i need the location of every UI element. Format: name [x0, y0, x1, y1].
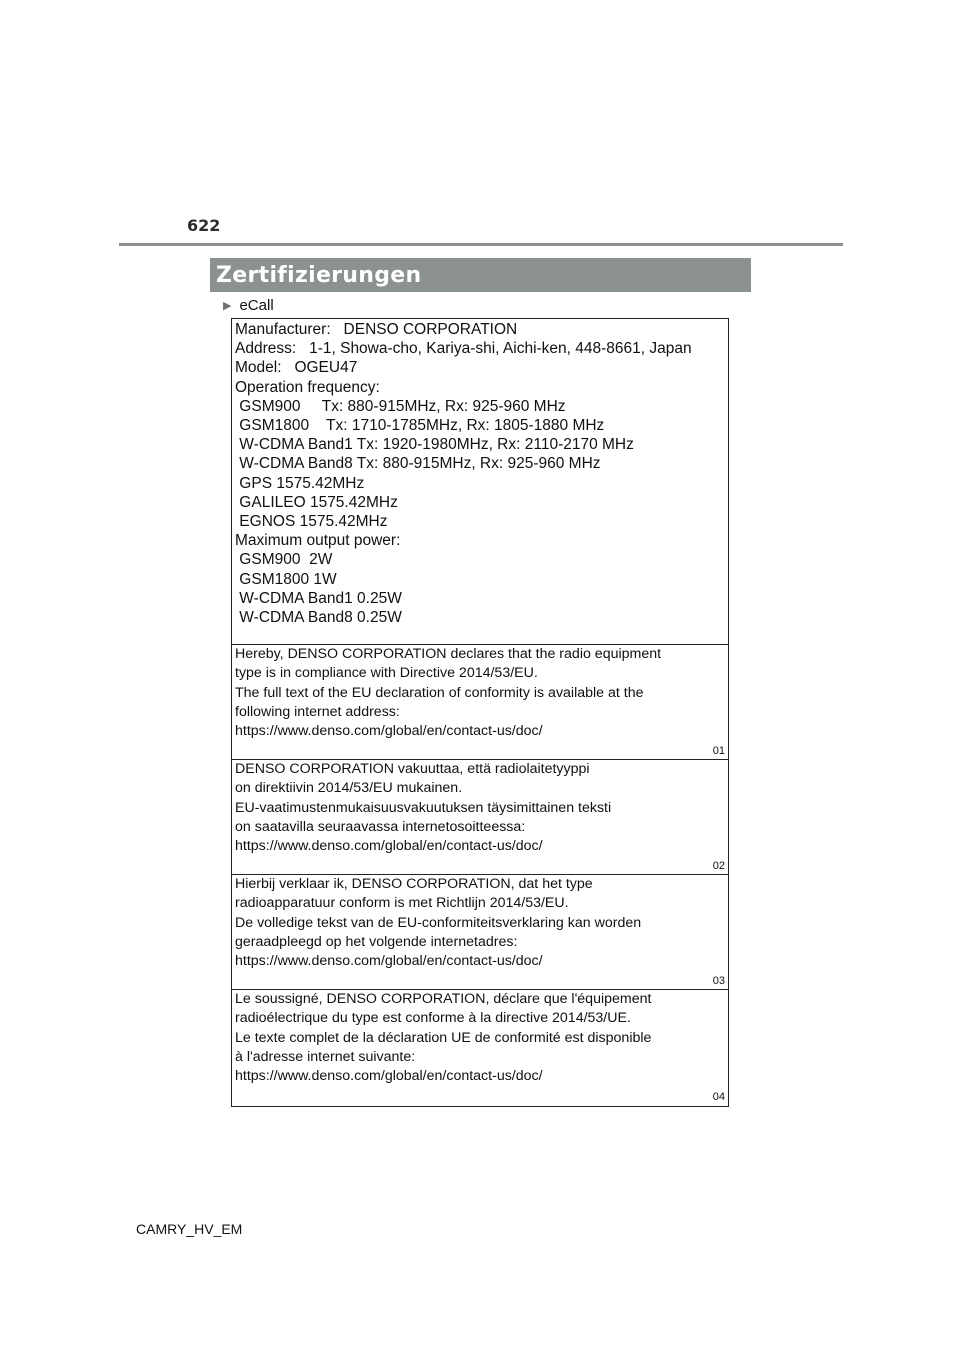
- spec-line: W-CDMA Band1 0.25W: [235, 589, 402, 607]
- declaration-block: [232, 645, 728, 760]
- spec-line: W-CDMA Band8 Tx: 880-915MHz, Rx: 925-960 MHz: [235, 455, 601, 473]
- declaration-line: Hereby, DENSO CORPORATION declares that the radio equipment: [235, 646, 662, 662]
- declaration-line: https://www.denso.com/global/en/contact-us/doc/: [235, 953, 543, 970]
- spec-line: Model: OGEU47: [235, 359, 358, 377]
- declaration-line: https://www.denso.com/global/en/contact-us/doc/: [235, 1068, 543, 1085]
- spec-line: GALILEO 1575.42MHz: [235, 493, 398, 511]
- declaration-code: 04: [712, 1091, 725, 1103]
- spec-line: GSM900 Tx: 880-915MHz, Rx: 925-960 MHz: [235, 397, 566, 415]
- spec-line: GPS 1575.42MHz: [235, 474, 365, 492]
- declaration-code: 03: [712, 975, 725, 987]
- declaration-line: DENSO CORPORATION vakuuttaa, että radiolaitetyyppi: [235, 761, 590, 777]
- declaration-line: geraadpleegd op het volgende internetadres:: [235, 933, 518, 950]
- certification-label: [231, 318, 729, 1107]
- spec-line: GSM1800 Tx: 1710-1785MHz, Rx: 1805-1880 MHz: [235, 417, 605, 434]
- sub-heading-label: eCall: [239, 297, 274, 314]
- declaration-line: radioapparatuur conform is met Richtlijn 2014/53/EU.: [235, 895, 569, 912]
- section-title: Zertifizierungen: [216, 262, 422, 288]
- declaration-block: [232, 875, 728, 990]
- sub-heading: [223, 297, 274, 314]
- spec-line: GSM1800 1W: [235, 570, 337, 588]
- declaration-line: EU-vaatimustenmukaisuusvakuutuksen täysimittainen teksti: [235, 799, 612, 816]
- spec-block: [232, 319, 728, 645]
- header-rule: [119, 243, 843, 246]
- declaration-code: 02: [712, 860, 725, 872]
- spec-line: Address: 1-1, Showa-cho, Kariya-shi, Aichi-ken, 448-8661, Japan: [235, 340, 692, 358]
- declaration-line: https://www.denso.com/global/en/contact-us/doc/: [235, 838, 543, 855]
- declaration-code: 01: [712, 745, 725, 757]
- page-number: 622: [187, 216, 221, 235]
- declaration-line: Le soussigné, DENSO CORPORATION, déclare que l'équipement: [235, 991, 652, 1007]
- spec-line: W-CDMA Band8 0.25W: [235, 609, 402, 626]
- spec-line: GSM900 2W: [235, 551, 333, 569]
- section-band: [210, 258, 751, 292]
- declaration-block: [232, 760, 728, 875]
- declaration-line: à l'adresse internet suivante:: [235, 1048, 416, 1065]
- declaration-line: The full text of the EU declaration of conformity is available at the: [235, 684, 644, 701]
- declaration-line: De volledige tekst van de EU-conformiteitsverklaring kan worden: [235, 914, 642, 931]
- spec-line: Manufacturer: DENSO CORPORATION: [235, 321, 518, 338]
- declaration-line: https://www.denso.com/global/en/contact-us/doc/: [235, 723, 543, 740]
- footer-model: CAMRY_HV_EM: [136, 1221, 243, 1237]
- declaration-block: [232, 990, 728, 1105]
- spec-line: W-CDMA Band1 Tx: 1920-1980MHz, Rx: 2110-2170 MHz: [235, 436, 634, 454]
- declaration-line: Le texte complet de la déclaration UE de conformité est disponible: [235, 1029, 652, 1046]
- declaration-line: on saatavilla seuraavassa internetosoitteessa:: [235, 818, 526, 835]
- spec-line: EGNOS 1575.42MHz: [235, 513, 388, 530]
- spec-line: Maximum output power:: [235, 532, 401, 550]
- declaration-line: on direktiivin 2014/53/EU mukainen.: [235, 780, 463, 797]
- declaration-line: following internet address:: [235, 703, 400, 720]
- declaration-line: radioélectrique du type est conforme à la directive 2014/53/UE.: [235, 1010, 631, 1027]
- spec-line: Operation frequency:: [235, 378, 380, 396]
- declaration-line: type is in compliance with Directive 2014/53/EU.: [235, 665, 538, 682]
- triangle-right-icon: ▶: [223, 300, 232, 312]
- declaration-line: Hierbij verklaar ik, DENSO CORPORATION, dat het type: [235, 876, 593, 892]
